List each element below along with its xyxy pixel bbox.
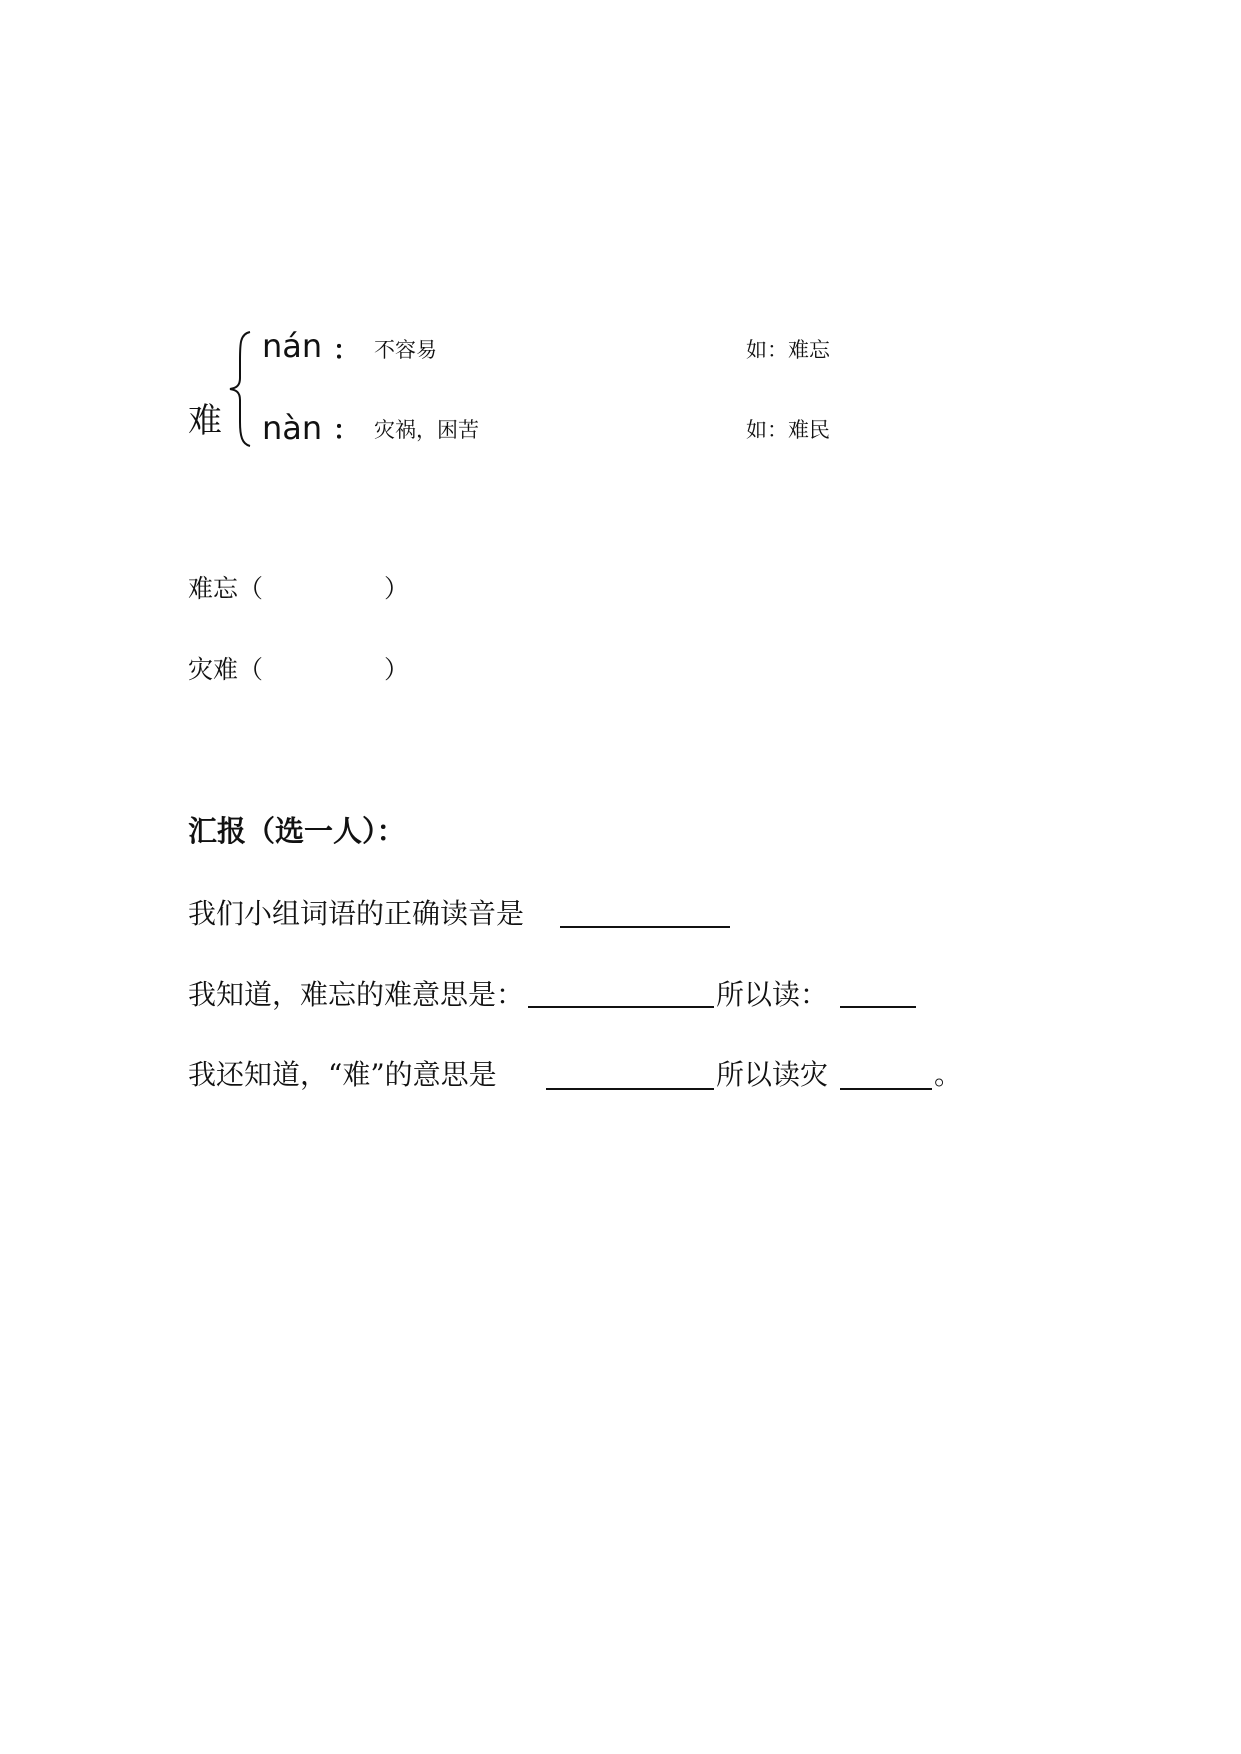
reading-example-label-1: 如： — [746, 338, 788, 362]
answer-blank-meaning-2[interactable] — [546, 1088, 714, 1090]
answer-blank-meaning-1[interactable] — [528, 1006, 714, 1008]
report-line-2-middle: 所以读： — [716, 978, 829, 1011]
report-line-2-prefix: 我知道，难忘的难意思是： — [188, 978, 525, 1011]
reading-example-word-2: 难民 — [788, 418, 830, 442]
reading-meaning-1: 不容易 — [374, 338, 437, 362]
practice-close-paren-1: ） — [384, 574, 410, 603]
practice-close-paren-2: ） — [384, 655, 410, 684]
reading-example-label-2: 如： — [746, 418, 788, 442]
report-line-1-prefix: 我们小组词语的正确读音是 — [188, 897, 525, 930]
reading-pinyin-1: nán — [262, 327, 323, 365]
reading-example-word-1: 难忘 — [788, 338, 830, 362]
report-line-3-middle: 所以读灾 — [716, 1058, 829, 1091]
reading-colon-1: ： — [333, 336, 360, 366]
answer-blank-pronunciation[interactable] — [560, 926, 730, 928]
reading-meaning-2: 灾祸，困苦 — [374, 418, 479, 442]
answer-blank-reading-1[interactable] — [840, 1006, 916, 1008]
report-line-3-prefix: 我还知道，“难”的意思是 — [188, 1058, 497, 1091]
answer-blank-reading-2[interactable] — [840, 1088, 932, 1090]
left-brace — [228, 330, 254, 448]
practice-word-1: 难忘（ — [188, 574, 264, 603]
polyphonic-character: 难 — [188, 401, 222, 441]
reading-pinyin-2: nàn — [262, 409, 323, 447]
practice-word-2: 灾难（ — [188, 655, 264, 684]
report-line-3-suffix: 。 — [934, 1058, 963, 1091]
reading-colon-2: ： — [333, 416, 360, 446]
report-title: 汇报（选一人）： — [188, 814, 406, 848]
